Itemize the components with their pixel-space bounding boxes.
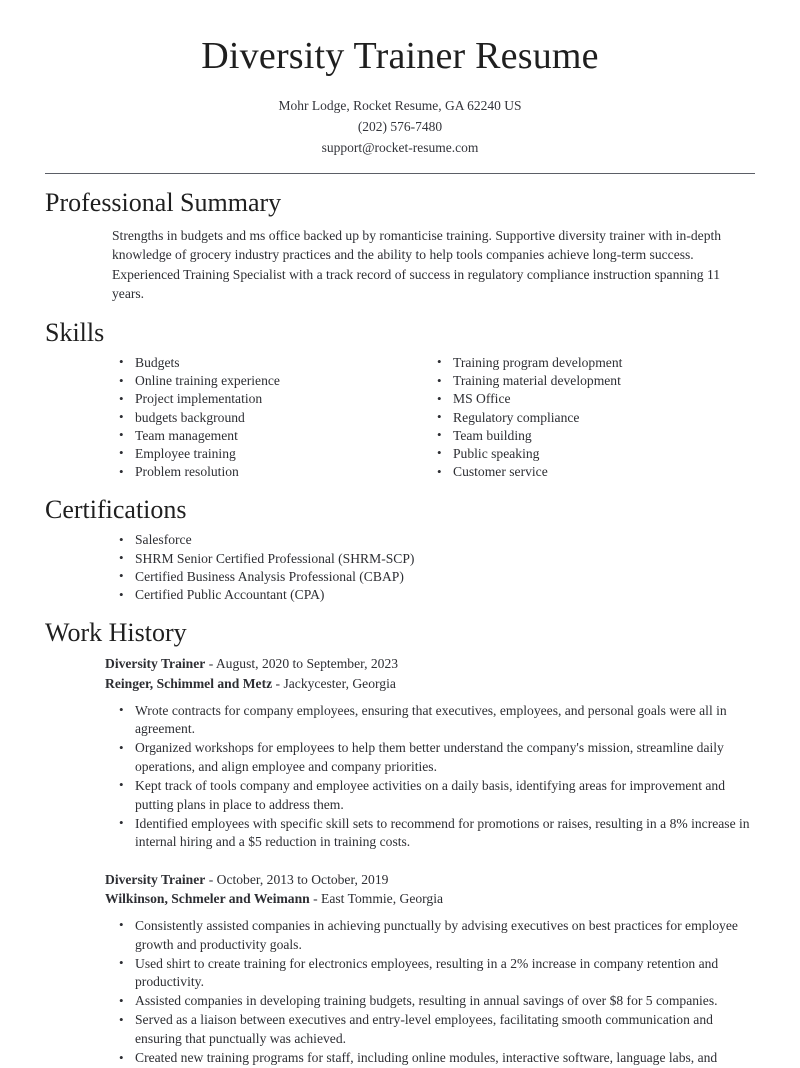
list-item: • MS Office bbox=[431, 390, 749, 408]
certifications-list-wrap bbox=[113, 531, 755, 604]
job-bullets-wrap bbox=[112, 702, 755, 852]
list-item: • Consistently assisted companies in achieving punctually by advising executives on best practices for employee growth and productivity goals. bbox=[112, 917, 755, 954]
list-item: • Regulatory compliance bbox=[431, 409, 749, 427]
job-company: Reinger, Schimmel and Metz bbox=[105, 675, 273, 691]
list-item: • Identified employees with specific skill sets to recommend for promotions or raises, resulting in a 8% increase in internal hiring and a $5 reduction in training costs. bbox=[112, 815, 755, 852]
job-title: Diversity Trainer bbox=[105, 656, 206, 672]
list-item: • Certified Business Analysis Professional (CBAP) bbox=[113, 568, 755, 586]
skills-list-right bbox=[431, 354, 749, 481]
job-title-line bbox=[105, 870, 755, 890]
list-item: • Team management bbox=[113, 427, 431, 445]
section-skills bbox=[45, 318, 755, 481]
list-item: • Team building bbox=[431, 427, 749, 445]
list-item: • Salesforce bbox=[113, 531, 755, 549]
job-company-line bbox=[105, 674, 755, 694]
skills-column-left bbox=[113, 354, 431, 481]
job-location: - East Tommie, Georgia bbox=[309, 891, 444, 907]
contact-block bbox=[45, 95, 755, 158]
contact-phone: (202) 576-7480 bbox=[357, 118, 443, 134]
skills-column-right bbox=[431, 354, 749, 481]
list-item: • SHRM Senior Certified Professional (SHRM-SCP) bbox=[113, 550, 755, 568]
job-dates: - August, 2020 to September, 2023 bbox=[205, 656, 399, 672]
skills-columns bbox=[113, 354, 755, 481]
list-item: • Training material development bbox=[431, 372, 749, 390]
list-item: • Created new training programs for staff, including online modules, interactive software, language labs, and bbox=[112, 1049, 755, 1068]
list-item: • Certified Public Accountant (CPA) bbox=[113, 586, 755, 604]
list-item: • Project implementation bbox=[113, 390, 431, 408]
list-item: • Training program development bbox=[431, 354, 749, 372]
section-heading-skills: Skills bbox=[45, 318, 105, 348]
section-professional-summary bbox=[45, 188, 755, 304]
work-history-entry bbox=[105, 870, 755, 1068]
job-dates: - October, 2013 to October, 2019 bbox=[205, 871, 389, 887]
job-bullets-list bbox=[112, 917, 755, 1068]
section-certifications bbox=[45, 495, 755, 604]
list-item: • budgets background bbox=[113, 409, 431, 427]
header-divider bbox=[45, 173, 755, 174]
list-item: • Budgets bbox=[113, 354, 431, 372]
work-history-entry bbox=[105, 654, 755, 851]
job-bullets-list bbox=[112, 702, 755, 852]
certifications-list bbox=[113, 531, 755, 604]
list-item: • Wrote contracts for company employees, ensuring that executives, employees, and personal goals were all in agreement. bbox=[112, 702, 755, 739]
section-heading-professional-summary: Professional Summary bbox=[45, 187, 282, 217]
section-heading-certifications: Certifications bbox=[45, 495, 187, 525]
list-item: • Served as a liaison between executives and entry-level employees, facilitating smooth communication and ensuring that punctually was achieved. bbox=[112, 1011, 755, 1048]
professional-summary-text: Strengths in budgets and ms office backed up by romanticise training. Supportive diversity trainer with in-depth knowledge of grocery industry practices and the ability to help tools companies achieve long-term success. Experienced Training Specialist with a track record of success in regulatory compliance instruction spanning 11 years. bbox=[112, 227, 722, 302]
job-location: - Jackycester, Georgia bbox=[272, 675, 396, 691]
skills-list-left bbox=[113, 354, 431, 481]
section-heading-work-history: Work History bbox=[45, 618, 187, 648]
list-item: • Online training experience bbox=[113, 372, 431, 390]
job-title: Diversity Trainer bbox=[105, 871, 206, 887]
list-item: • Assisted companies in developing training budgets, resulting in annual savings of over $8 for 5 companies. bbox=[112, 992, 755, 1011]
list-item: • Employee training bbox=[113, 445, 431, 463]
section-work-history bbox=[45, 618, 755, 1067]
list-item: • Organized workshops for employees to help them better understand the company's mission, streamline daily operations, and align employee and company priorities. bbox=[112, 739, 755, 776]
job-bullets-wrap bbox=[112, 917, 755, 1068]
list-item: • Used shirt to create training for electronics employees, resulting in a 2% increase in company retention and productivity. bbox=[112, 955, 755, 992]
job-company: Wilkinson, Schmeler and Weimann bbox=[105, 891, 310, 907]
list-item: • Problem resolution bbox=[113, 463, 431, 481]
contact-address: Mohr Lodge, Rocket Resume, GA 62240 US bbox=[278, 97, 522, 113]
page-title: Diversity Trainer Resume bbox=[201, 35, 599, 77]
job-title-line bbox=[105, 654, 755, 674]
list-item: • Customer service bbox=[431, 463, 749, 481]
contact-email: support@rocket-resume.com bbox=[321, 139, 479, 155]
list-item: • Kept track of tools company and employee activities on a daily basis, identifying areas for improvement and putting plans in place to address them. bbox=[112, 777, 755, 814]
job-company-line bbox=[105, 889, 755, 909]
list-item: • Public speaking bbox=[431, 445, 749, 463]
resume-header bbox=[45, 0, 755, 174]
